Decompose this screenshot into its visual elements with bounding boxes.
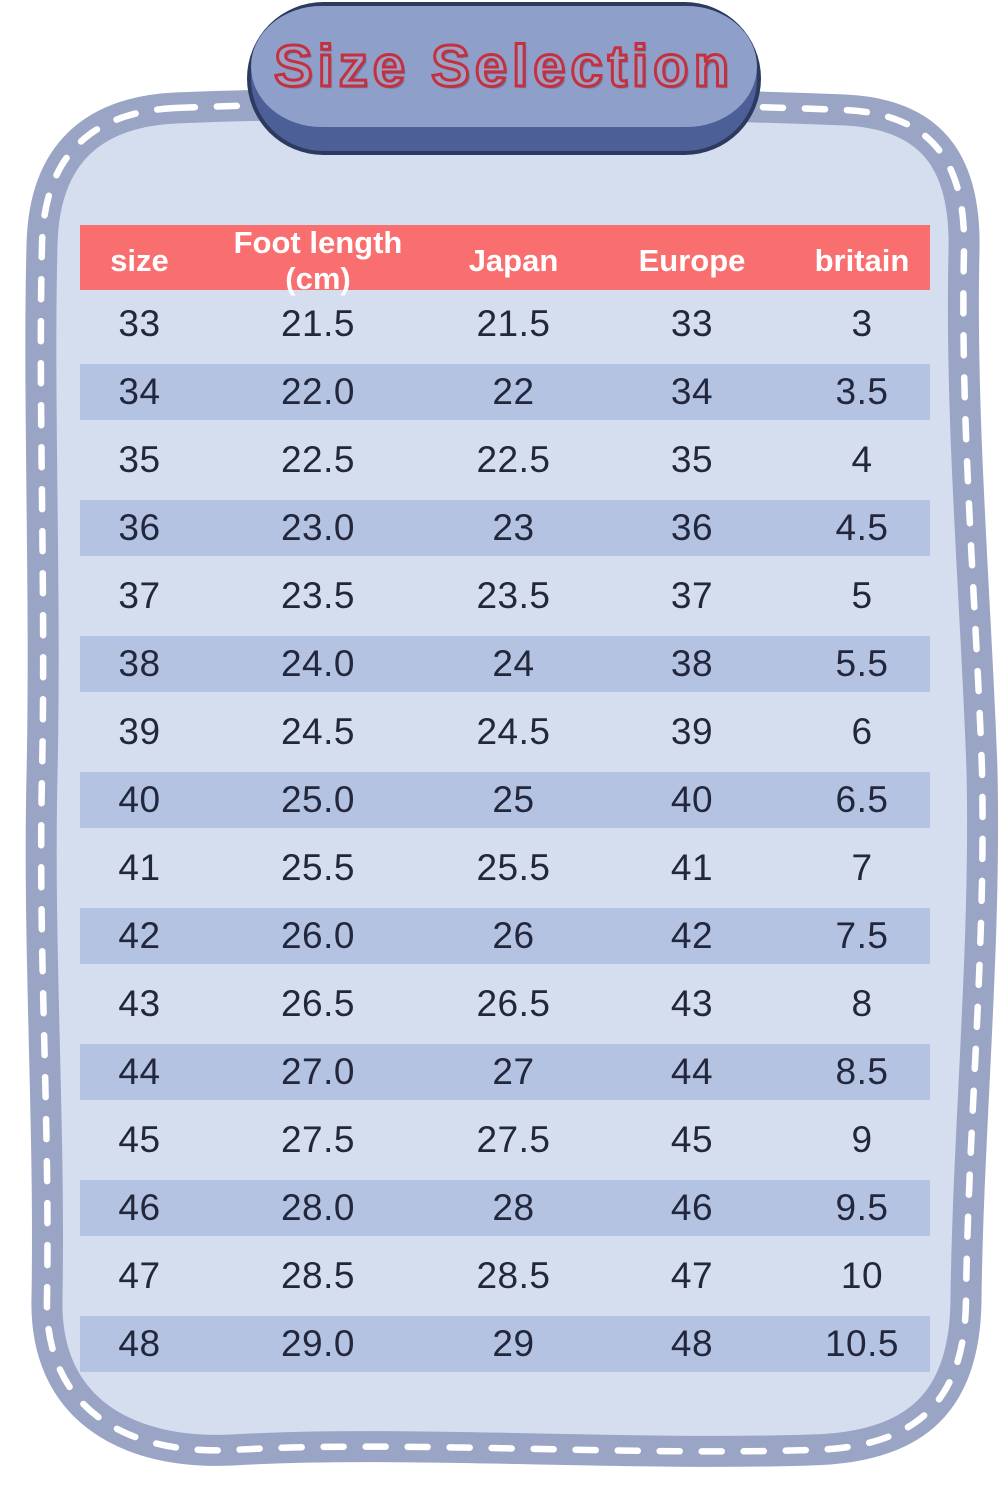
table-cell: 36: [118, 507, 161, 548]
table-row: [80, 834, 930, 902]
table-cell: 28: [492, 1187, 535, 1228]
table-cell: 26.5: [280, 983, 355, 1024]
table-header-row: [80, 225, 930, 296]
table-cell: 22.5: [280, 439, 355, 480]
table-cell: 37: [118, 575, 161, 616]
table-cell: 23.5: [476, 575, 551, 616]
table-cell: 45: [670, 1119, 714, 1160]
header-cell: Europe: [638, 243, 746, 278]
table-cell: 43: [670, 983, 714, 1024]
table-cell: 6: [851, 711, 873, 752]
table-cell: 42: [670, 915, 714, 956]
page-title: Size Selection: [273, 34, 735, 99]
table-row: [80, 358, 930, 426]
table-cell: 41: [118, 847, 161, 888]
size-table: [80, 225, 930, 1378]
table-cell: 25.5: [280, 847, 355, 888]
table-cell: 26.0: [280, 915, 355, 956]
table-cell: 8: [851, 983, 873, 1024]
table-cell: 27: [492, 1051, 535, 1092]
table-row: [80, 1242, 930, 1310]
table-cell: 47: [670, 1255, 714, 1296]
table-cell: 46: [118, 1187, 161, 1228]
table-cell: 4: [851, 439, 873, 480]
table-cell: 7.5: [835, 915, 889, 956]
table-cell: 8.5: [835, 1051, 889, 1092]
table-cell: 28.5: [476, 1255, 551, 1296]
table-cell: 24.0: [280, 643, 355, 684]
table-cell: 46: [670, 1187, 714, 1228]
table-cell: 44: [670, 1051, 714, 1092]
table-cell: 23.0: [280, 507, 355, 548]
table-cell: 35: [118, 439, 161, 480]
table-row: [80, 1310, 930, 1378]
header-cell: britain: [814, 243, 910, 278]
table-cell: 22.5: [476, 439, 551, 480]
table-cell: 38: [118, 643, 161, 684]
table-cell: 3: [851, 303, 873, 344]
table-cell: 25.5: [476, 847, 551, 888]
table-cell: 28.5: [280, 1255, 355, 1296]
table-row: [80, 698, 930, 766]
table-row: [80, 970, 930, 1038]
table-cell: 29: [492, 1323, 535, 1364]
table-cell: 38: [670, 643, 714, 684]
table-cell: 48: [118, 1323, 161, 1364]
table-row: [80, 1038, 930, 1106]
table-cell: 37: [670, 575, 714, 616]
table-cell: 39: [118, 711, 161, 752]
table-row: [80, 630, 930, 698]
table-row: [80, 766, 930, 834]
table-cell: 25.0: [280, 779, 355, 820]
table-cell: 34: [670, 371, 714, 412]
table-cell: 39: [670, 711, 714, 752]
table-cell: 3.5: [835, 371, 889, 412]
table-cell: 28.0: [280, 1187, 355, 1228]
table-cell: 23.5: [280, 575, 355, 616]
table-cell: 21.5: [280, 303, 355, 344]
header-cell: Japan: [468, 243, 559, 278]
table-cell: 5: [851, 575, 873, 616]
table-cell: 34: [118, 371, 161, 412]
header-cell: Foot length (cm): [233, 225, 403, 296]
table-cell: 26.5: [476, 983, 551, 1024]
table-cell: 22.0: [280, 371, 355, 412]
table-cell: 24.5: [280, 711, 355, 752]
table-body: [80, 290, 930, 1378]
badge-face: [251, 6, 757, 127]
table-cell: 45: [118, 1119, 161, 1160]
table-row: [80, 426, 930, 494]
table-cell: 36: [670, 507, 714, 548]
table-cell: 26: [492, 915, 535, 956]
table-cell: 21.5: [476, 303, 551, 344]
table-row: [80, 290, 930, 358]
table-cell: 22: [492, 371, 535, 412]
table-cell: 33: [118, 303, 161, 344]
table-cell: 10: [840, 1255, 884, 1296]
table-cell: 47: [118, 1255, 161, 1296]
table-cell: 44: [118, 1051, 161, 1092]
table-cell: 4.5: [835, 507, 889, 548]
table-cell: 29.0: [280, 1323, 355, 1364]
table-cell: 10.5: [824, 1323, 899, 1364]
table-cell: 7: [851, 847, 873, 888]
table-cell: 24: [492, 643, 535, 684]
table-cell: 25: [492, 779, 535, 820]
table-row: [80, 902, 930, 970]
table-row: [80, 1174, 930, 1242]
table-cell: 40: [118, 779, 161, 820]
header-cell: size: [110, 243, 169, 278]
table-cell: 9.5: [835, 1187, 889, 1228]
table-cell: 27.5: [280, 1119, 355, 1160]
table-row: [80, 494, 930, 562]
table-row: [80, 562, 930, 630]
table-cell: 41: [670, 847, 714, 888]
title-badge: [247, 2, 761, 155]
table-cell: 40: [670, 779, 714, 820]
table-cell: 6.5: [835, 779, 889, 820]
table-cell: 33: [670, 303, 714, 344]
table-cell: 35: [670, 439, 714, 480]
table-cell: 42: [118, 915, 161, 956]
table-cell: 48: [670, 1323, 714, 1364]
table-cell: 9: [851, 1119, 873, 1160]
table-cell: 27.5: [476, 1119, 551, 1160]
table-row: [80, 1106, 930, 1174]
table-cell: 24.5: [476, 711, 551, 752]
table-cell: 23: [492, 507, 535, 548]
table-cell: 5.5: [835, 643, 889, 684]
table-cell: 43: [118, 983, 161, 1024]
table-cell: 27.0: [280, 1051, 355, 1092]
